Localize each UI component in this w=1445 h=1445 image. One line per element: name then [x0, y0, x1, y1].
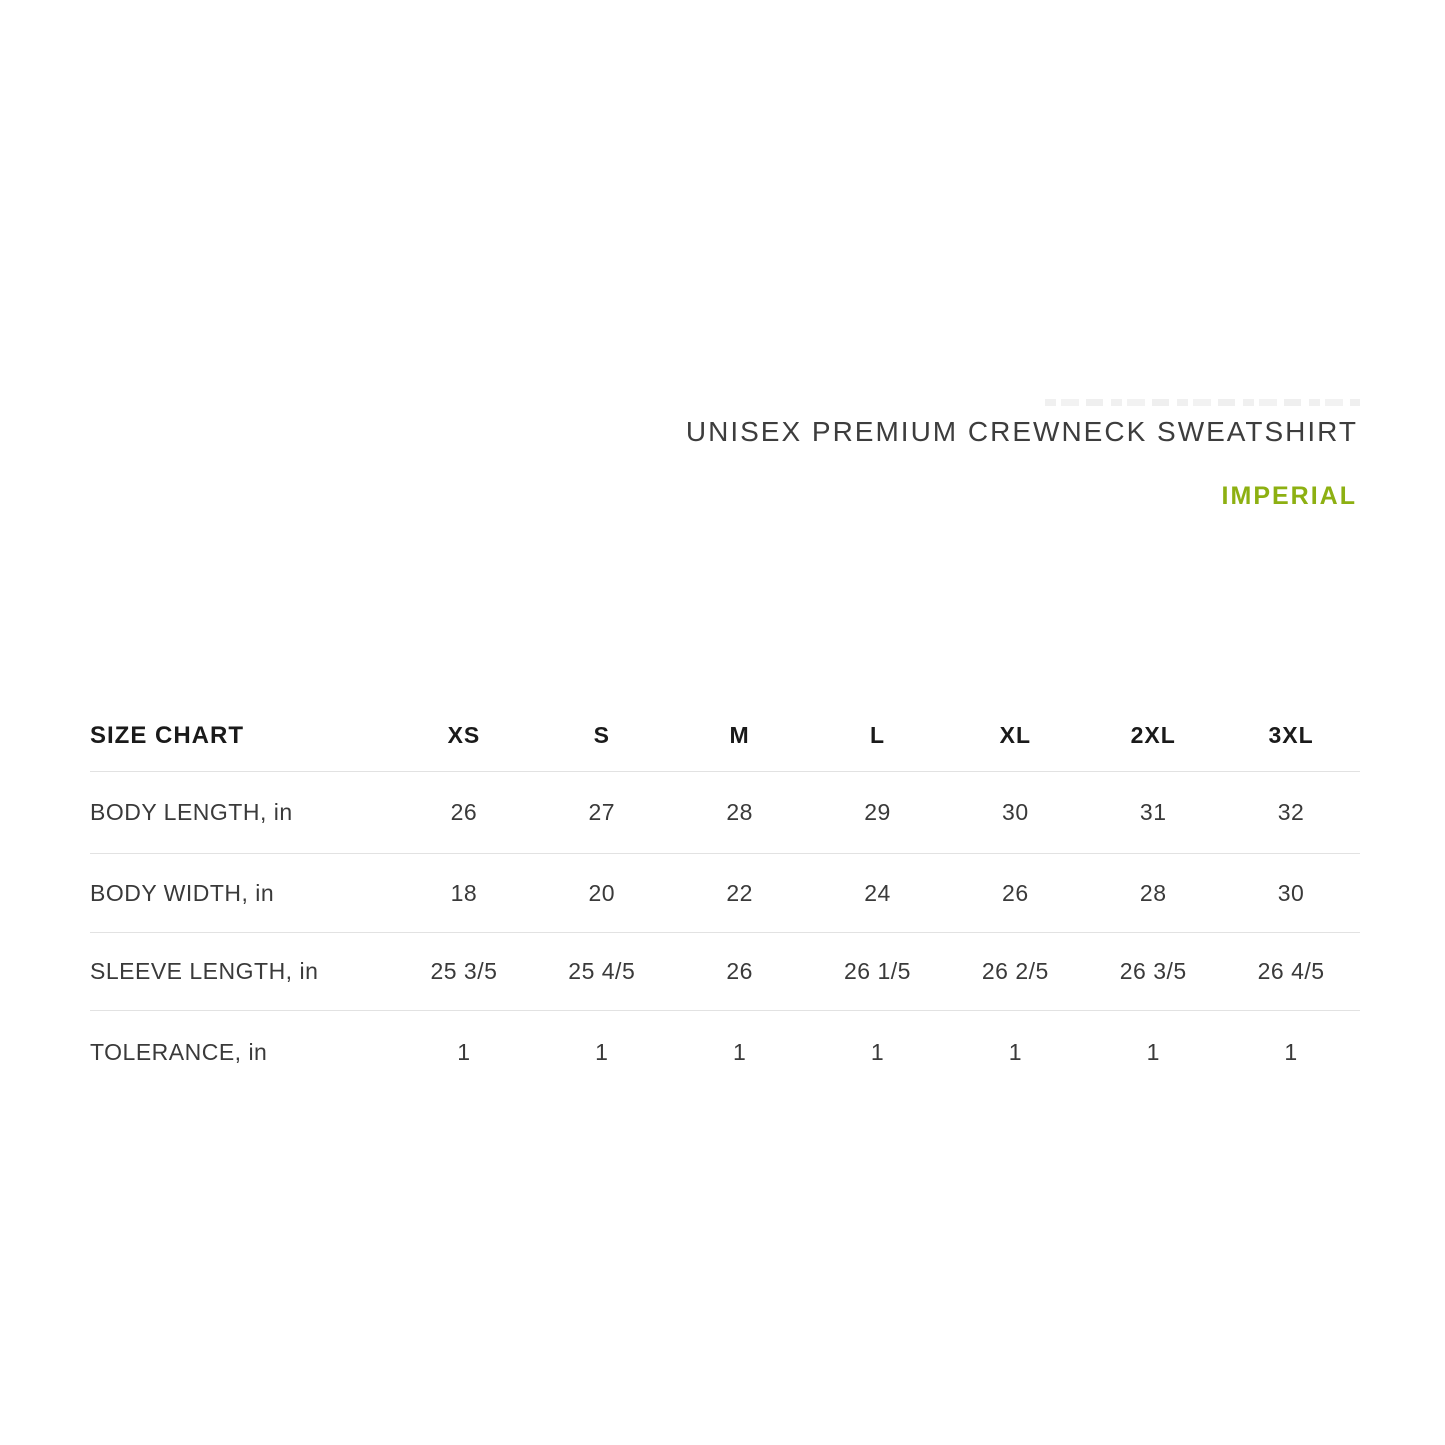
cell-value: 29 [864, 799, 891, 825]
cell-value: 26 [726, 958, 753, 984]
cell-value: 30 [1002, 799, 1029, 825]
table-row-body-width [90, 854, 1360, 933]
cell-value: 22 [726, 879, 753, 906]
cell-value: 1 [457, 1038, 471, 1065]
cell-value: 26 4/5 [1257, 958, 1325, 984]
column-header-m: M [729, 722, 750, 748]
cell-value: 26 2/5 [981, 958, 1049, 984]
row-label: BODY WIDTH, in [90, 879, 275, 906]
cell-value: 31 [1139, 799, 1167, 825]
cell-value: 1 [870, 1038, 885, 1065]
table-header-row [90, 700, 1360, 772]
column-header-2xl: 2XL [1130, 722, 1176, 748]
table-title: SIZE CHART [90, 721, 244, 749]
cell-value: 28 [726, 799, 753, 825]
cell-value: 26 [450, 799, 478, 825]
cell-value: 28 [1139, 879, 1167, 906]
cell-value: 1 [1008, 1038, 1022, 1065]
cell-value: 26 [1002, 879, 1029, 906]
row-label: TOLERANCE, in [90, 1038, 268, 1065]
column-header-s: S [593, 722, 610, 748]
unit-system-label: IMPERIAL [1221, 482, 1357, 510]
cell-value: 25 3/5 [430, 958, 498, 984]
cell-value: 18 [450, 879, 478, 906]
column-header-3xl: 3XL [1268, 722, 1314, 748]
table-row-sleeve-length [90, 933, 1360, 1011]
cell-value: 1 [595, 1038, 609, 1065]
cell-value: 32 [1277, 799, 1305, 825]
row-label: SLEEVE LENGTH, in [90, 958, 319, 984]
cell-value: 25 4/5 [568, 958, 636, 984]
cell-value: 26 3/5 [1119, 958, 1187, 984]
cell-value: 1 [1284, 1038, 1298, 1065]
row-label: BODY LENGTH, in [90, 799, 293, 825]
cell-value: 30 [1277, 879, 1305, 906]
table-row-body-length [90, 772, 1360, 854]
cell-value: 24 [864, 879, 891, 906]
column-header-l: L [869, 722, 886, 748]
cropped-text-artifact [1045, 399, 1360, 406]
cell-value: 26 1/5 [844, 958, 911, 984]
cell-value: 1 [1146, 1038, 1160, 1065]
cell-value: 1 [732, 1038, 747, 1065]
cell-value: 27 [588, 799, 616, 825]
product-title: UNISEX PREMIUM CREWNECK SWEATSHIRT [685, 416, 1358, 447]
column-header-xs: XS [447, 722, 481, 748]
table-row-tolerance [90, 1011, 1360, 1093]
cell-value: 20 [588, 879, 616, 906]
size-chart-table [90, 700, 1360, 1093]
column-header-xl: XL [999, 722, 1032, 748]
